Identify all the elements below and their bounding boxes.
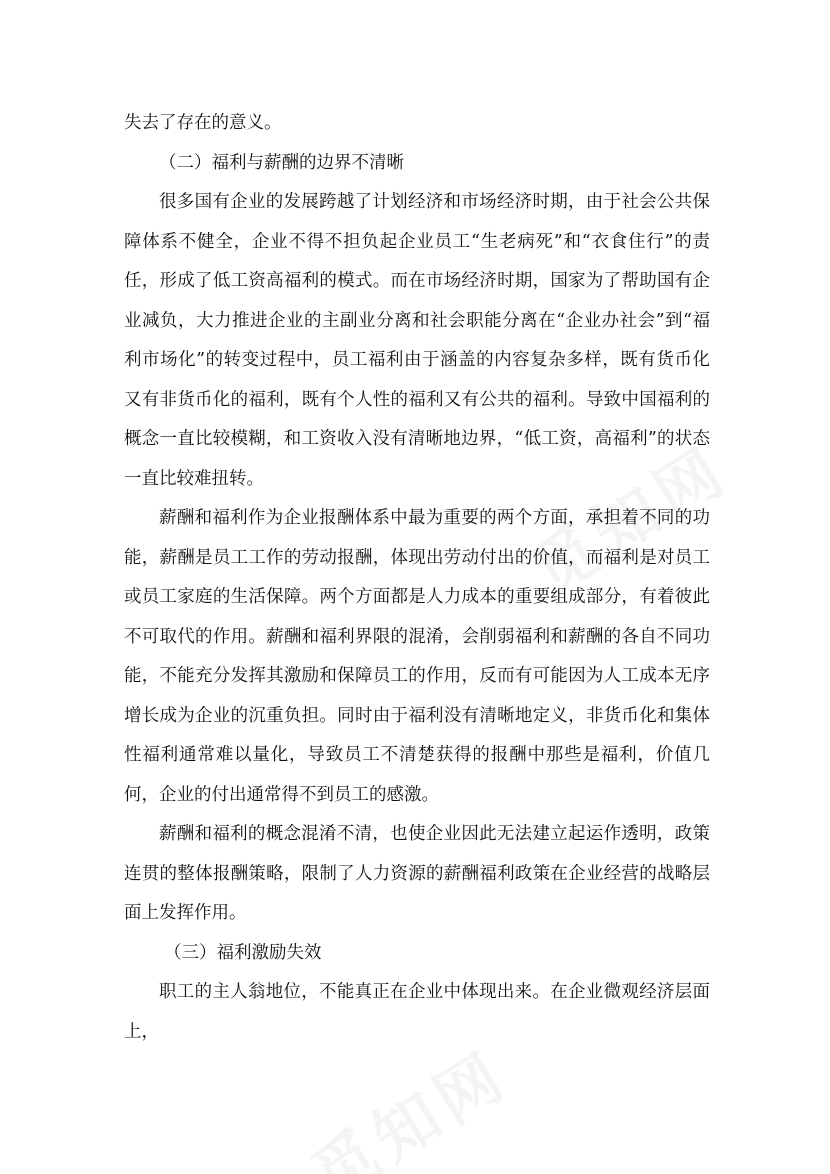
paragraph-worker-status: 职工的主人翁地位，不能真正在企业中体现出来。在企业微观经济层面上， <box>124 982 710 1042</box>
section-heading-3: （三）福利激励失效 <box>164 942 322 963</box>
paragraph-continuation: 失去了存在的意义。 <box>124 113 282 133</box>
document-body <box>124 104 710 1052</box>
paragraph-state-enterprise-history: 很多国有企业的发展跨越了计划经济和市场经济时期，由于社会公共保障体系不健全，企业不得不担负起企业员工“生老病死”和“衣食住行”的责任，形成了低工资高福利的模式。而在市场经济时期，国家为了帮助国有企业减负，大力推进企业的主副业分离和社会职能分离在“企业办社会”到“福利市场化”的转变过程中，员工福利由于涵盖的内容复杂多样，既有货币化又有非货币化的福利，既有个人性的福利又有公共的福利。导致中国福利的概念一直比较模糊，和工资收入没有清晰地边界，“低工资，高福利”的状态一直比较难扭转。 <box>124 192 710 489</box>
paragraph-salary-welfare-functions: 薪酬和福利作为企业报酬体系中最为重要的两个方面，承担着不同的功能，薪酬是员工工作的劳动报酬，体现出劳动付出的价值，而福利是对员工或员工家庭的生活保障。两个方面都是人力成本的重要组成部分，有着彼此不可取代的作用。薪酬和福利界限的混淆，会削弱福利和薪酬的各自不同功能，不能充分发挥其激励和保障员工的作用，反而有可能因为人工成本无序增长成为企业的沉重负担。同时由于福利没有清晰地定义，非货币化和集体性福利通常难以量化，导致员工不清楚获得的报酬中那些是福利，价值几何，企业的付出通常得不到员工的感激。 <box>124 508 710 805</box>
section-heading-2: （二）福利与薪酬的边界不清晰 <box>159 152 404 173</box>
paragraph-concept-confusion: 薪酬和福利的概念混淆不清，也使企业因此无法建立起运作透明，政策连贯的整体报酬策略，限制了人力资源的薪酬福利政策在企业经营的战略层面上发挥作用。 <box>124 824 710 923</box>
